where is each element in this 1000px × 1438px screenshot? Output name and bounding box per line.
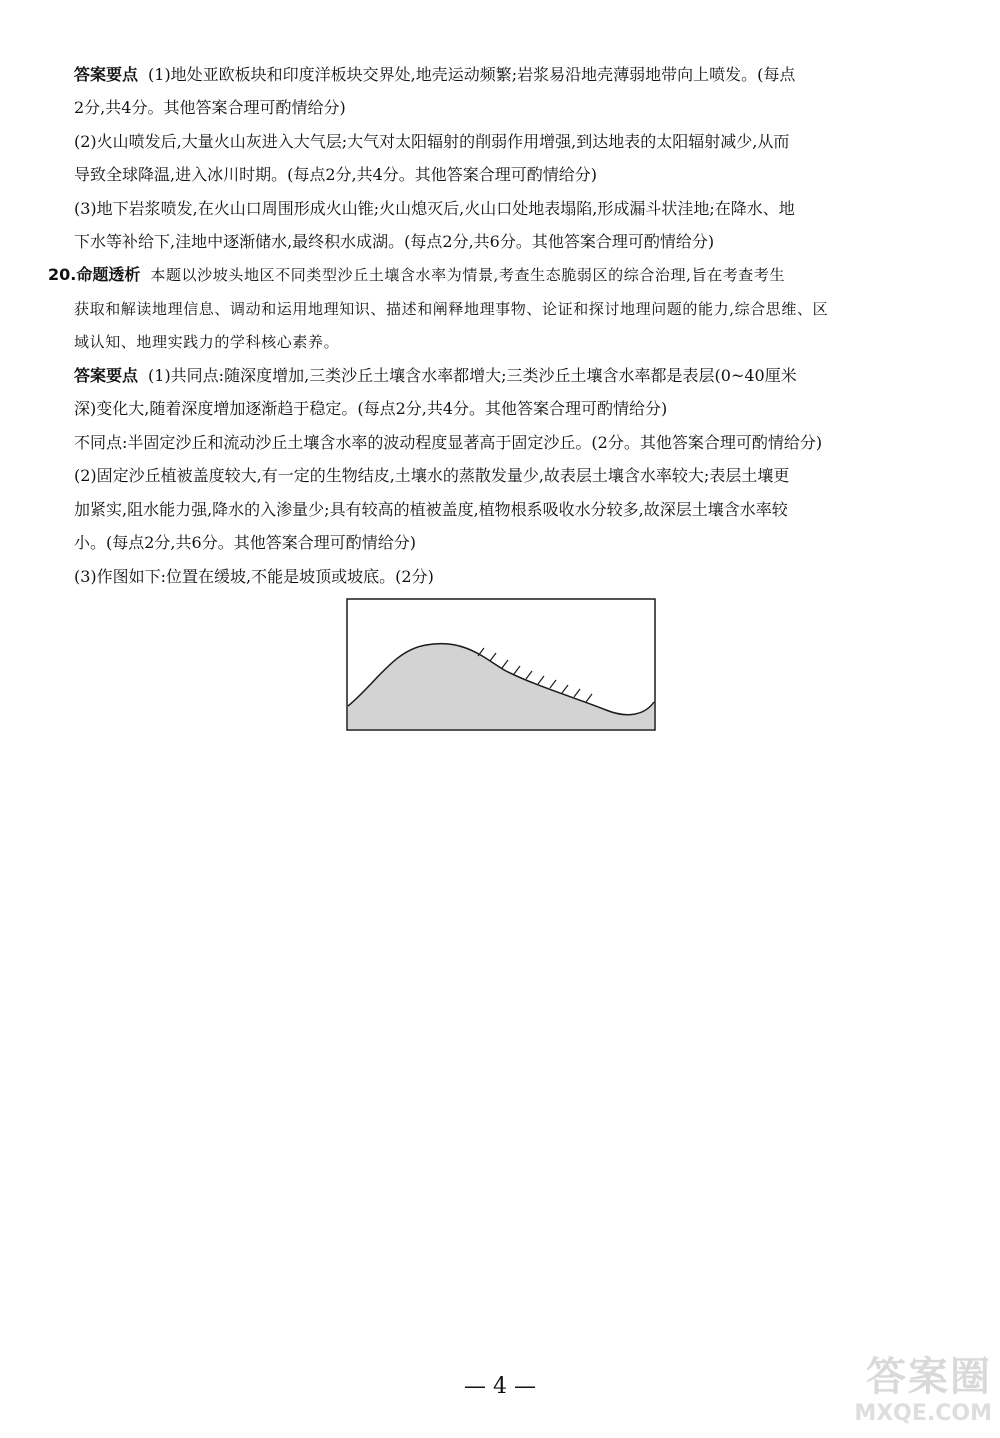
q20-answer-line-5: 加紧实,阻水能力强,降水的入渗量少;具有较高的植被盖度,植物根系吸收水分较多,故深层土壤含水率较 — [74, 500, 788, 519]
q19-answer-line-3: (2)火山喷发后,大量火山灰进入大气层;大气对太阳辐射的削弱作用增强,到达地表的太阳辐射减少,从而 — [74, 132, 790, 151]
answer-label: 答案要点 — [74, 65, 139, 84]
question-number: 20. — [48, 265, 77, 284]
q20-answer-1-text-a: (1)共同点:随深度增加,三类沙丘土壤含水率都增大;三类沙丘土壤含水率都是表层(0~40厘米 — [148, 366, 797, 385]
q20-answer-line-6: 小。(每点2分,共6分。其他答案合理可酌情给分) — [74, 533, 416, 552]
q20-answer-line-3: 不同点:半固定沙丘和流动沙丘土壤含水率的波动程度显著高于固定沙丘。(2分。其他答案合理可酌情给分) — [74, 433, 823, 452]
watermark — [842, 1345, 992, 1431]
q20-intro-line-1 — [48, 264, 940, 286]
q20-answer-line-7: (3)作图如下:位置在缓坡,不能是坡顶或坡底。(2分) — [74, 567, 434, 586]
q19-answer-1-text-a: (1)地处亚欧板块和印度洋板块交界处,地壳运动频繁;岩浆易沿地壳薄弱地带向上喷发。(每点 — [148, 65, 796, 84]
q19-answer-line-4: 导致全球降温,进入冰川时期。(每点2分,共4分。其他答案合理可酌情给分) — [74, 165, 598, 184]
q20-answer-line-4: (2)固定沙丘植被盖度较大,有一定的生物结皮,土壤水的蒸散发量少,故表层土壤含水率较大;表层土壤更 — [74, 466, 790, 485]
q19-answer-line-1 — [74, 64, 940, 86]
watermark-title: 答案圈 — [866, 1354, 992, 1400]
q20-intro-line-3: 域认知、地理实践力的学科核心素养。 — [74, 333, 340, 351]
q19-answer-line-6: 下水等补给下,洼地中逐渐储水,最终积水成湖。(每点2分,共6分。其他答案合理可酌情给分) — [74, 232, 715, 251]
q19-answer-line-2: 2分,共4分。其他答案合理可酌情给分) — [74, 98, 346, 117]
q19-answer-line-5: (3)地下岩浆喷发,在火山口周围形成火山锥;火山熄灭后,火山口处地表塌陷,形成漏斗状洼地;在降水、地 — [74, 199, 795, 218]
q20-answer-line-2: 深)变化大,随着深度增加逐渐趋于稳定。(每点2分,共4分。其他答案合理可酌情给分) — [74, 399, 668, 418]
watermark-url: MXQE.COM — [854, 1401, 992, 1426]
q20-intro-line-2: 获取和解读地理信息、调动和运用地理知识、描述和阐释地理事物、论证和探讨地理问题的能力,综合思维、区 — [74, 300, 829, 318]
q20-intro-text-a: 本题以沙坡头地区不同类型沙丘土壤含水率为情景,考查生态脆弱区的综合治理,旨在考查考生 — [150, 266, 786, 284]
page-number: — 4 — — [464, 1374, 536, 1399]
q20-answer-line-1 — [74, 365, 940, 387]
answer-label: 答案要点 — [74, 366, 139, 385]
dune-sketch-figure — [346, 598, 656, 731]
intro-label: 命题透析 — [76, 265, 141, 284]
